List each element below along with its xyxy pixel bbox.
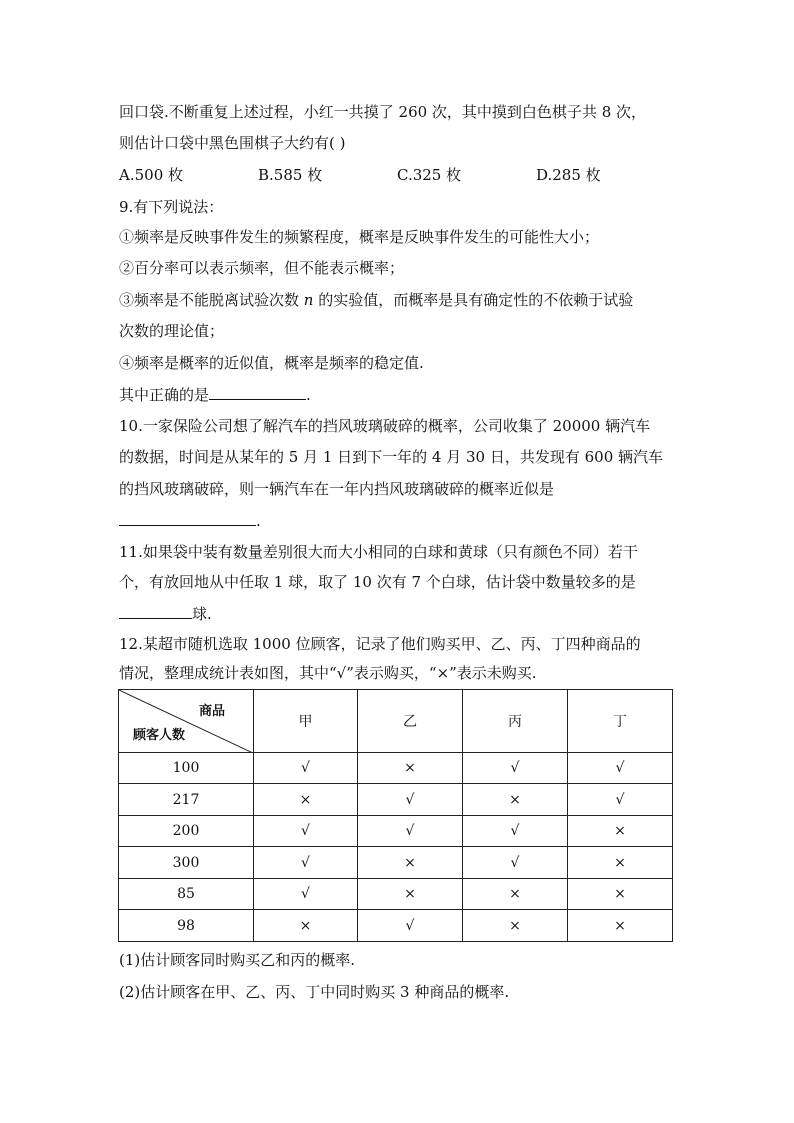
table-row [119,784,673,816]
mark-cell: √ [463,816,568,847]
option-c: C.325 枚 [397,166,462,184]
table-row [119,753,673,784]
question-11-line: 个，有放回地从中任取 1 球，取了 10 次有 7 个白球，估计袋中数量较多的是 [119,573,636,591]
sub-question-2: (2)估计顾客在甲、乙、丙、丁中同时购买 3 种商品的概率. [119,983,510,1001]
statement-3-cont: 次数的理论值； [119,322,225,340]
table-row [119,816,673,847]
question-9-title: 9.有下列说法： [119,198,224,216]
count-cell: 100 [119,753,254,784]
question-10-line: 的数据，时间是从某年的 5 月 1 日到下一年的 4 月 30 日，共发现有 600 辆汽车 [119,448,664,466]
mark-cell: × [463,784,568,816]
table-header-cell: 乙 [358,690,463,753]
answer-blank [209,384,306,400]
question-10-line: 的挡风玻璃破碎，则一辆汽车在一年内挡风玻璃破碎的概率近似是 [119,480,555,498]
count-cell: 200 [119,816,254,847]
mark-cell: √ [463,847,568,879]
mark-cell: √ [568,753,673,784]
sub-question-1: (1)估计顾客同时购买乙和丙的概率. [119,951,356,969]
mark-cell: × [254,784,358,816]
question-10-line: 10.一家保险公司想了解汽车的挡风玻璃破碎的概率，公司收集了 20000 辆汽车 [119,417,651,435]
text-line: 则估计口袋中黑色围棋子大约有( ) [119,134,346,152]
mark-cell: √ [254,847,358,879]
statement-4: ④频率是概率的近似值，概率是频率的稳定值. [119,354,424,372]
question-12-line: 情况，整理成统计表如图，其中“√”表示购买，“×”表示未购买. [119,664,537,682]
mark-cell: √ [254,879,358,910]
statement-2: ②百分率可以表示频率，但不能表示概率； [119,259,405,277]
table-header-cell: 甲 [254,690,358,753]
table-row [119,847,673,879]
table-header-cell: 丁 [568,690,673,753]
count-cell: 217 [119,784,254,816]
corner-label-goods: 商品 [198,704,225,719]
option-d: D.285 枚 [536,166,601,184]
text-line: 回口袋.不断重复上述过程，小红一共摸了 260 次，其中摸到白色棋子共 8 次， [119,103,647,121]
table-row [119,910,673,942]
count-cell: 300 [119,847,254,879]
option-a: A.500 枚 [119,166,183,184]
mark-cell: × [358,847,463,879]
corner-label-customers: 顾客人数 [133,728,186,743]
question-10-answer: . [119,510,261,531]
mark-cell: √ [254,816,358,847]
question-12-line: 12.某超市随机选取 1000 位顾客，记录了他们购买甲、乙、丙、丁四种商品的 [119,635,641,653]
mark-cell: × [568,910,673,942]
mark-cell: × [463,910,568,942]
question-9-ask: 其中正确的是 . [119,386,311,404]
table-header-row [119,690,673,753]
statement-1: ①频率是反映事件发生的频繁程度，概率是反映事件发生的可能性大小； [119,228,600,246]
purchase-table [118,689,673,942]
answer-blank [119,510,256,526]
count-cell: 98 [119,910,254,942]
table-header-cell: 丙 [463,690,568,753]
table-corner-cell [119,690,254,753]
question-11-answer: 球. [119,603,212,624]
option-b: B.585 枚 [258,166,323,184]
mark-cell: × [463,879,568,910]
answer-blank [119,603,192,619]
mark-cell: × [568,816,673,847]
question-11-line: 11.如果袋中装有数量差别很大而大小相同的白球和黄球（只有颜色不同）若干 [119,543,638,561]
mark-cell: × [358,753,463,784]
mark-cell: × [358,879,463,910]
diagonal-line [119,690,253,753]
mark-cell: × [568,879,673,910]
mark-cell: √ [358,910,463,942]
mark-cell: × [568,847,673,879]
count-cell: 85 [119,879,254,910]
variable-n: n [303,291,314,309]
mark-cell: √ [254,753,358,784]
mark-cell: × [254,910,358,942]
table-row [119,879,673,910]
mark-cell: √ [358,816,463,847]
mark-cell: √ [463,753,568,784]
mark-cell: √ [568,784,673,816]
mark-cell: √ [358,784,463,816]
statement-3: ③频率是不能脱离试验次数 n 的实验值，而概率是具有确定性的不依赖于试验 [119,291,634,309]
